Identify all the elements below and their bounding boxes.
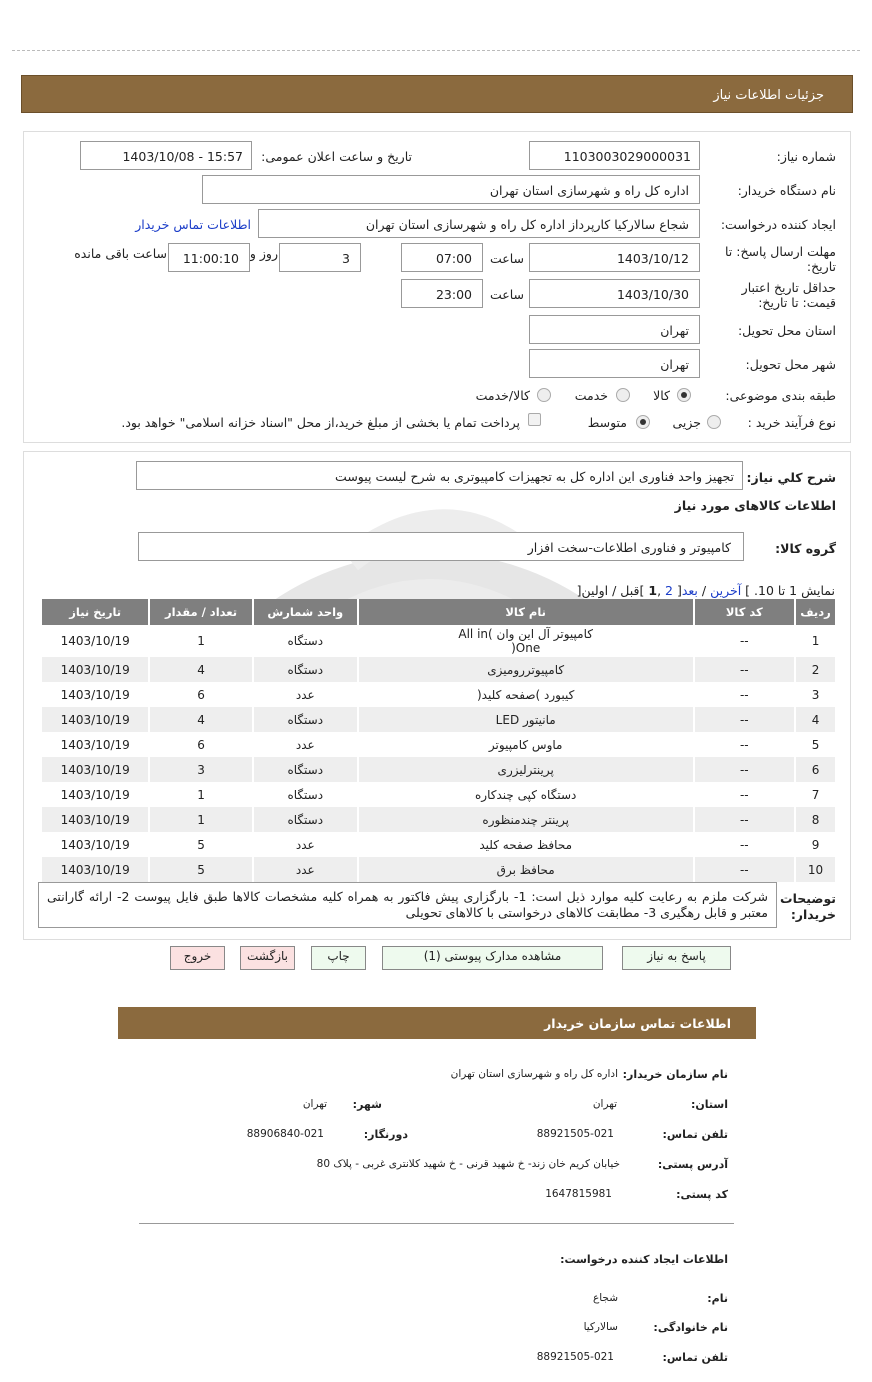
cell-quantity: 1: [149, 807, 252, 832]
pager-page-1: 1: [648, 583, 658, 598]
col-unit: واحد شمارش: [253, 599, 358, 625]
remaining-word: ساعت باقی مانده: [74, 246, 167, 261]
col-item-name: نام کالا: [358, 599, 694, 625]
pager-next-link[interactable]: بعد: [681, 583, 698, 598]
org-label: نام سازمان خریدار:: [622, 1068, 728, 1081]
pager-comma: ,: [657, 583, 666, 598]
days-word: روز و: [249, 246, 278, 261]
need-number-label: شماره نیاز:: [776, 149, 836, 164]
cell-unit: دستگاه: [253, 757, 358, 782]
cell-item-code: --: [694, 857, 796, 882]
cell-item-code: --: [694, 757, 796, 782]
city-field: تهران: [529, 349, 700, 378]
cell-item-name: ماوس کامپیوتر: [358, 732, 694, 757]
validity-time-word: ساعت: [489, 287, 524, 302]
cell-unit: عدد: [253, 857, 358, 882]
cell-need-date: 1403/10/19: [41, 807, 149, 832]
col-quantity: تعداد / مقدار: [149, 599, 252, 625]
cell-quantity: 3: [149, 757, 252, 782]
page-header: [21, 75, 853, 113]
cell-unit: عدد: [253, 682, 358, 707]
validity-label-1: حداقل تاریخ اعتبار: [741, 280, 836, 295]
notes-label-2: خریدار:: [790, 907, 836, 922]
cell-item-name: محافظ برق: [358, 857, 694, 882]
goods-table-body: [41, 625, 835, 882]
cell-need-date: 1403/10/19: [41, 782, 149, 807]
contact-city-label: شهر:: [352, 1098, 382, 1111]
contact-city-value: تهران: [302, 1098, 327, 1110]
process-option-minor: جزیی: [672, 415, 701, 430]
cell-item-name: پرینتر چندمنظوره: [358, 807, 694, 832]
table-row: [41, 732, 835, 757]
cell-need-date: 1403/10/19: [41, 757, 149, 782]
cell-unit: عدد: [253, 832, 358, 857]
table-row: [41, 832, 835, 857]
table-row: [41, 757, 835, 782]
province-field: تهران: [529, 315, 700, 344]
address-label: آدرس پستی:: [657, 1158, 728, 1171]
contact-province-label: استان:: [691, 1098, 728, 1111]
cell-unit: دستگاه: [253, 707, 358, 732]
category-radio-both[interactable]: [537, 388, 551, 402]
province-label: استان محل تحویل:: [737, 323, 836, 338]
category-label: طبقه بندی موضوعی:: [725, 388, 836, 403]
col-item-code: کد کالا: [694, 599, 796, 625]
contact-province-value: تهران: [592, 1098, 617, 1110]
back-button[interactable]: بازگشت: [240, 946, 295, 970]
address-value: خیابان کریم خان زند- خ شهید قرنی - خ شهید کلانتری غربی - پلاک 80: [316, 1158, 620, 1170]
family-label: نام خانوادگی:: [653, 1321, 728, 1334]
payment-note: پرداخت تمام یا بخشی از مبلغ خرید،از محل "اسناد خزانه اسلامی" خواهد بود.: [121, 415, 520, 430]
cell-need-date: 1403/10/19: [41, 707, 149, 732]
announce-field: 1403/10/08 - 15:57: [80, 141, 252, 170]
buyer-contact-link[interactable]: اطلاعات تماس خریدار: [135, 217, 251, 232]
buyer-field: اداره کل راه و شهرسازی استان تهران: [202, 175, 700, 204]
cell-need-date: 1403/10/19: [41, 832, 149, 857]
deadline-time-field: 07:00: [401, 243, 483, 272]
cell-item-code: --: [694, 832, 796, 857]
summary-field: تجهیز واحد فناوری این اداره کل به تجهیزات کامپیوتری به شرح لیست پیوست: [136, 461, 743, 490]
page-title: جزئیات اطلاعات نیاز: [713, 88, 824, 103]
name-label: نام:: [707, 1292, 728, 1305]
cell-unit: دستگاه: [253, 782, 358, 807]
cell-quantity: 5: [149, 832, 252, 857]
announce-label: تاریخ و ساعت اعلان عمومی:: [261, 149, 412, 164]
col-need-date: تاریخ نیاز: [41, 599, 149, 625]
phone-value: 88921505-021: [536, 1128, 614, 1140]
cell-quantity: 4: [149, 657, 252, 682]
cell-row-number: 3: [795, 682, 835, 707]
cell-item-code: --: [694, 625, 796, 657]
creator-info-title: اطلاعات ایجاد کننده درخواست:: [560, 1253, 728, 1266]
cell-row-number: 9: [795, 832, 835, 857]
cell-row-number: 2: [795, 657, 835, 682]
postal-value: 1647815981: [545, 1188, 612, 1200]
cell-need-date: 1403/10/19: [41, 682, 149, 707]
deadline-time-word: ساعت: [489, 251, 524, 266]
process-radio-medium[interactable]: [636, 415, 650, 429]
cell-item-code: --: [694, 782, 796, 807]
attachments-button[interactable]: مشاهده مدارک پیوستی (1): [382, 946, 603, 970]
deadline-label-2: تاریخ:: [806, 259, 836, 274]
cell-row-number: 1: [795, 625, 835, 657]
cell-item-code: --: [694, 657, 796, 682]
cell-item-name: دستگاه کپی چندکاره: [358, 782, 694, 807]
top-divider: [12, 50, 860, 51]
goods-table-header: [41, 599, 835, 625]
contact-title: اطلاعات تماس سازمان خریدار: [544, 1016, 731, 1031]
table-row: [41, 857, 835, 882]
validity-date-field: 1403/10/30: [529, 279, 700, 308]
goods-info-title: اطلاعات کالاهای مورد نیاز: [674, 498, 836, 513]
process-label: نوع فرآیند خرید :: [747, 415, 836, 430]
exit-button[interactable]: خروج: [170, 946, 225, 970]
print-button[interactable]: چاپ: [311, 946, 366, 970]
category-radio-goods[interactable]: [677, 388, 691, 402]
pager: [577, 583, 835, 598]
creator-field: شجاع سالارکیا کارپرداز اداره کل راه و شهرسازی استان تهران: [258, 209, 700, 238]
notes-field: شرکت ملزم به رعایت کلیه موارد ذیل است: 1- بارگزاری پیش فاکتور به همراه کلیه مشخصات کالاها طبق فایل پیوست 2- ارائه گارانتی معتبر و قابل رهگیری 3- مطابقت کالاهای درخواستی با کالاهای تحویلی: [38, 882, 777, 928]
pager-suffix: ]قبل / اولین[: [576, 583, 649, 598]
reply-button[interactable]: پاسخ به نیاز: [622, 946, 731, 970]
group-field: کامپیوتر و فناوری اطلاعات-سخت افزار: [138, 532, 744, 561]
category-option-goods: کالا: [653, 388, 670, 403]
cell-row-number: 4: [795, 707, 835, 732]
name-value: شجاع: [592, 1292, 618, 1304]
contact-divider: [139, 1223, 734, 1224]
cell-item-name: پرینترلیزری: [358, 757, 694, 782]
cell-quantity: 1: [149, 625, 252, 657]
process-radio-minor[interactable]: [707, 415, 721, 429]
cell-quantity: 5: [149, 857, 252, 882]
city-label: شهر محل تحویل:: [745, 357, 836, 372]
goods-table: [40, 599, 835, 882]
deadline-date-field: 1403/10/12: [529, 243, 700, 272]
cell-row-number: 8: [795, 807, 835, 832]
fax-value: 88906840-021: [246, 1128, 324, 1140]
table-row: [41, 782, 835, 807]
validity-label-2: قیمت: تا تاریخ:: [758, 295, 836, 310]
cell-item-name: کامپیوتر آل این وان )All in One(: [358, 625, 694, 657]
cell-row-number: 7: [795, 782, 835, 807]
cell-row-number: 5: [795, 732, 835, 757]
cell-item-code: --: [694, 682, 796, 707]
creator-label: ایجاد کننده درخواست:: [720, 217, 836, 232]
phone-label: تلفن تماس:: [662, 1128, 728, 1141]
cell-item-code: --: [694, 732, 796, 757]
creator-phone-value: 88921505-021: [536, 1351, 614, 1363]
contact-header: [118, 1007, 756, 1039]
cell-item-name: مانیتور LED: [358, 707, 694, 732]
cell-quantity: 1: [149, 782, 252, 807]
cell-need-date: 1403/10/19: [41, 657, 149, 682]
summary-label: شرح کلي نياز:: [746, 470, 836, 485]
cell-item-code: --: [694, 807, 796, 832]
notes-label-1: توضیحات: [780, 891, 836, 906]
deadline-label-1: مهلت ارسال پاسخ: تا: [725, 244, 836, 259]
table-row: [41, 657, 835, 682]
remaining-field: 11:00:10: [168, 243, 250, 272]
postal-label: کد پستی:: [676, 1188, 728, 1201]
cell-item-name: محافظ صفحه کلید: [358, 832, 694, 857]
cell-unit: دستگاه: [253, 625, 358, 657]
pager-prefix: نمایش 1 تا 10. ]: [745, 583, 835, 598]
pager-separator: /: [697, 583, 711, 598]
days-field: 3: [279, 243, 361, 272]
cell-unit: عدد: [253, 732, 358, 757]
validity-time-field: 23:00: [401, 279, 483, 308]
pager-page-2-link[interactable]: 2: [665, 583, 673, 598]
pager-last-link[interactable]: آخرین: [710, 583, 742, 598]
cell-unit: دستگاه: [253, 657, 358, 682]
table-row: [41, 807, 835, 832]
col-row-number: ردیف: [795, 599, 835, 625]
cell-quantity: 4: [149, 707, 252, 732]
fax-label: دورنگار:: [363, 1128, 408, 1141]
buyer-label: نام دستگاه خریدار:: [737, 183, 836, 198]
creator-phone-label: تلفن تماس:: [662, 1351, 728, 1364]
cell-need-date: 1403/10/19: [41, 857, 149, 882]
category-radio-service[interactable]: [616, 388, 630, 402]
table-row: [41, 682, 835, 707]
cell-unit: دستگاه: [253, 807, 358, 832]
cell-row-number: 6: [795, 757, 835, 782]
cell-item-name: کیبورد )صفحه کلید(: [358, 682, 694, 707]
org-value: اداره کل راه و شهرسازی استان تهران: [450, 1068, 618, 1080]
table-row: [41, 625, 835, 657]
cell-need-date: 1403/10/19: [41, 625, 149, 657]
cell-row-number: 10: [795, 857, 835, 882]
need-number-field: 1103003029000031: [529, 141, 700, 170]
cell-item-code: --: [694, 707, 796, 732]
group-label: گروه کالا:: [775, 541, 836, 556]
table-row: [41, 707, 835, 732]
pager-open: [: [672, 583, 682, 598]
process-option-medium: متوسط: [587, 415, 627, 430]
cell-quantity: 6: [149, 732, 252, 757]
category-option-both: کالا/خدمت: [475, 388, 530, 403]
treasury-checkbox[interactable]: [528, 413, 541, 426]
cell-need-date: 1403/10/19: [41, 732, 149, 757]
cell-item-name: کامپیوتررومیزی: [358, 657, 694, 682]
family-value: سالارکیا: [583, 1321, 618, 1333]
category-option-service: خدمت: [574, 388, 608, 403]
cell-quantity: 6: [149, 682, 252, 707]
